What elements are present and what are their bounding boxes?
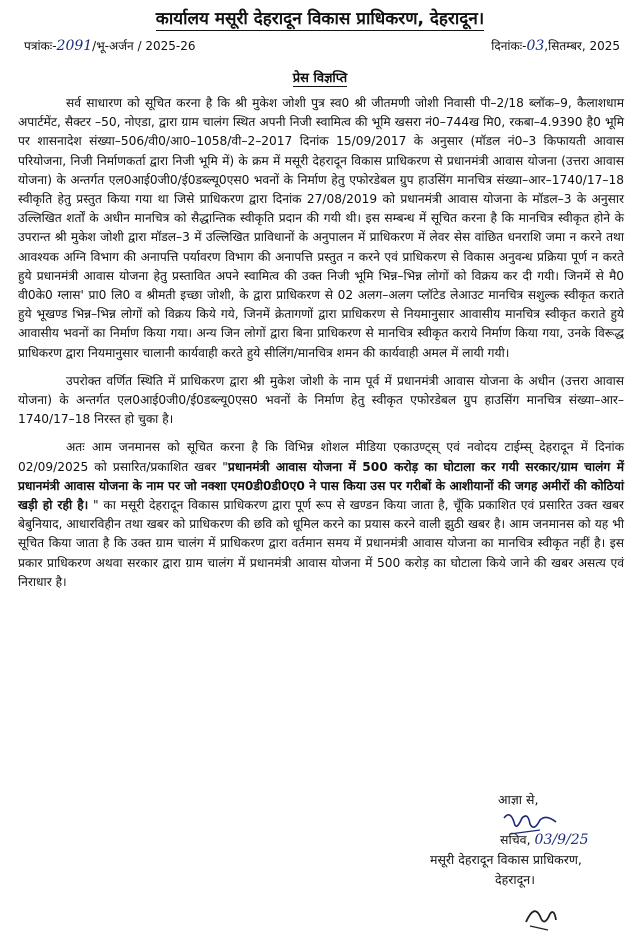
handwritten-date: 03	[526, 38, 545, 54]
handwritten-letter-number: 2091	[56, 38, 93, 54]
city-line: देहरादून।	[495, 872, 535, 887]
paragraph-2: उपरोक्त वर्णित स्थिति में प्राधिकरण द्वारा श्री मुकेश जोशी के नाम पूर्व में प्रधानमंत्री आवास योजना के अधीन (उत्तरा आवास योजना) के अन्तर्गत एल0आई0जी0/ई0डब्ल्यू0एस0 भवनों के निर्माण हेतु स्वीकृत एफोरडेबल ग्रुप हाउसिंग मानचित्र संख्या–आर–1740/17–18 निरस्त हो चुका है।	[18, 373, 624, 427]
paragraph-3: अतः आम जनमानस को सूचित करना है कि विभिन्न शोशल मीडिया एकाउण्ट्स् एवं नवोदय टाईम्स् देहरादून में दिनांक 02/09/2025 को प्रसारित/प्रकाशित खबर "प्रधानमंत्री आवास योजना में 500 करोड़ का घोटाला कर गयी सरकार/ग्राम चालंग में प्रधानमंत्री आवास योजना के नाम पर जो नक्शा एम0डी0डी0ए0 ने पास किया उस पर गरीबों के आशीयानों की जगह अमीरों की कोठियां खड़ी हो रही है। " का मसूरी देहरादून विकास प्राधिकरण द्वारा पूर्ण रूप से खण्डन किया जाता है, चूँकि प्रकाशित एवं प्रसारित उक्त खबर बेबुनियाद, आधारविहीन तथा खबर को प्राधिकरण की छवि को धूमिल करने का प्रयास करने वाली झुठी खबर है। आम जनमानस को यह भी सूचित किया जाता है कि उक्त ग्राम चालंग में प्राधिकरण द्वारा वर्तमान समय में प्रधानमंत्री आवास योजना का मानचित्र स्वीकृत नहीं है। इस प्रकार प्राधिकरण अथवा सरकार द्वारा ग्राम चालंग में प्रधानमंत्री आवास योजना में 500 करोड़ का घोटाला किये जाने की खबर असत्य एवं निराधार है।	[18, 440, 624, 589]
by-order-line: आज्ञा से,	[498, 792, 539, 807]
signature-block	[430, 790, 630, 890]
quoted-news-headline: प्रधानमंत्री आवास योजना में 500 करोड़ का घोटाला कर गयी सरकार/ग्राम चालंग में प्रधानमंत्री आवास योजना के नाम पर जो नक्शा एम0डी0डी0ए0 ने पास किया उस पर गरीबों के आशीयानों की जगह अमीरों की कोठियां खड़ी हो रही है।	[18, 459, 624, 513]
office-title: कार्यालय मसूरी देहरादून विकास प्राधिकरण, देहरादून।	[155, 9, 485, 29]
letter-reference-line	[24, 37, 620, 54]
designation-line: सचिव, 03/9/25	[500, 832, 589, 848]
press-release-body	[18, 94, 624, 601]
initials-scribble	[520, 902, 560, 934]
handwritten-signature-date: 03/9/25	[534, 832, 589, 848]
paragraph-1: सर्व साधारण को सूचित करना है कि श्री मुकेश जोशी पुत्र स्व0 श्री जीतमणी जोशी निवासी पी–2/18 ब्लॉक–9, कैलाशधाम अपार्टमेंट, सैक्टर –50, नोएडा, द्वारा ग्राम चालंग स्थित अपनी निजी स्वामित्व की भूमि खसरा नं0–744ख मि0, रकबा–4.9390 है0 भूमि पर शासनादेश संख्या–506/वी0/आ0–1058/वी–2–2017 दिनांक 15/09/2017 के अनुसार (मॉडल नं0–3 किफायती आवास परियोजना, निजी निर्माणकर्ता द्वारा निजी भूमि में) के क्रम में मसूरी देहरादून विकास प्राधिकरण से प्रधानमंत्री आवास योजना (उत्तरा आवास योजना) के अन्तर्गत एल0आई0जी0/ई0डब्ल्यू0एस0 भवनों के निर्माण हेतु एफोरडेबल ग्रुप हाउसिंग मानचित्र संख्या–आर–1740/17–18 स्वीकृति हेतु प्रस्तुत किया गया था जिसे प्राधिकरण द्वारा दिनांक 27/08/2019 को प्रधानमंत्री आवास योजना के मॉडल–3 के अनुसार उल्लिखित शर्तों के अधीन मानचित्र को सैद्धान्तिक स्वीकृति प्रदान की गयी थी। इस सम्बन्ध में सूचित करना है कि मानचित्र स्वीकृत होने के उपरान्त श्री मुकेश जोशी द्वारा मॉडल–3 में उल्लिखित प्राविधानों के अनुपालन में प्राधिकरण में लेवर सेस वांछित धनराशि जमा न करने तथा आवश्यक अग्नि विभाग की अनापत्ति पर्यावरण विभाग की अनापत्ति प्रस्तुत न करने एवं प्राधिकरण से विकास अनुवन्ध प्रक्रिया पूर्ण न करते हुये प्रधानमंत्री आवास योजना हेतु प्रस्तावित अपने स्वामित्व की उक्त निजी भूमि भिन्न–भिन्न लोगों को विक्रय कर दी गयी। जिनमें से मै0 वी0के0 ग्लास' प्रा0 लि0 व श्रीमती इच्छा जोशी, के द्वारा प्राधिकरण से 02 अलग–अलग प्लॉटेड लेआउट मानचित्र सशुल्क स्वीकृत कराते हुये भूखण्ड भिन्न–भिन्न लोगों को विक्रय किये गये, जिनमें क्रेतागणों द्वारा प्राधिकरण से नियमानुसार आवासीय मानचित्र स्वीकृत कराते हुये आवासीय भवनों का निर्माण किया गया। अन्य जिन लोगों द्वारा बिना प्राधिकरण से मानचित्र स्वीकृत कराये निर्माण किया गया, उनके विरूद्ध प्राधिकरण द्वारा नियमानुसार चालानी कार्यवाही करते हुये सीलिंग/मानचित्र शमन की कार्यवाही अमल में लायी गयी।	[18, 96, 624, 360]
authority-name-line: मसूरी देहरादून विकास प्राधिकरण,	[430, 852, 582, 867]
press-release-heading: प्रेस विज्ञप्ति	[292, 71, 348, 86]
handwritten-signature	[500, 808, 560, 844]
letter-number: पत्रांकः-2091/भू-अर्जन / 2025-26	[24, 38, 196, 54]
letter-date: दिनांकः-03,सितम्बर, 2025	[491, 38, 620, 54]
